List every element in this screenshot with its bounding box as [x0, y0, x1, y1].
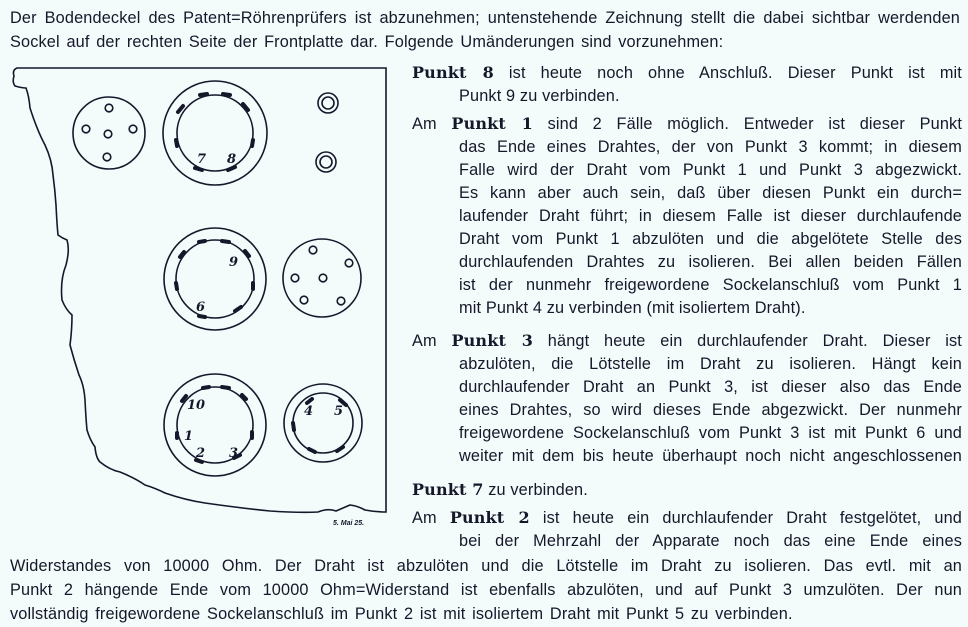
label-2: 2 [196, 446, 206, 461]
p2-line-5: vollständig freigewordene Sockelanschluß im Punkt 2 ist mit isoliertem Draht mit Punkt 5 zu verbinden. [10, 605, 793, 623]
label-1: 1 [184, 429, 194, 444]
p1-line-2: das Ende eines Drahtes, der von Punkt 3 kommt; in diesem [459, 138, 962, 156]
p3-line-1: Am Punkt 3 hängt heute ein durchlaufender Draht. Dieser ist [412, 331, 962, 350]
p1-line-4: Es kann aber auch sein, daß über diesen Punkt ein durch= [459, 184, 962, 202]
p3-line-4: eines Drahtes, so wird dieses Ende abgezwickt. Der nunmehr [459, 401, 962, 419]
p2-line-2: bei der Mehrzahl der Apparate noch das eine Ende eines [459, 532, 962, 550]
p8-heading: Punkt 8 [412, 63, 494, 82]
intro-line-2: Sockel auf der rechten Seite der Frontplatte dar. Folgende Umänderungen sind vorzunehmen: [10, 33, 724, 51]
p2-line-3: Widerstandes von 10000 Ohm. Der Draht ist abzulöten und die Lötstelle im Draht zu isolieren. Das evtl. mit an [10, 557, 962, 575]
label-5: 5 [334, 404, 344, 419]
label-6: 6 [196, 300, 206, 315]
p7-line: Punkt 7 zu verbinden. [412, 480, 588, 499]
label-8: 8 [227, 152, 237, 167]
p3-line-5: freigewordene Sockelanschluß vom Punkt 3 ist mit Punkt 6 und [459, 424, 962, 442]
p1-line-5: laufender Draht führt; in diesem Falle ist dieser durchlaufende [459, 207, 962, 225]
p1-line-8: ist der nunmehr freigewordene Sockelanschluß vom Punkt 1 [459, 276, 962, 294]
p7-heading: Punkt 7 [412, 480, 484, 499]
p2-line-1: Am Punkt 2 ist heute ein durchlaufender Draht festgelötet, und [412, 508, 962, 527]
p3-line-2: abzulöten, die Lötstelle im Draht zu isolieren. Hängt kein [459, 355, 962, 373]
label-9: 9 [229, 255, 239, 270]
p3-heading: Punkt 3 [451, 331, 534, 350]
intro-line-1: Der Bodendeckel des Patent=Röhrenprüfers ist abzunehmen; untenstehende Zeichnung stellt die dabei sichtbar werdenden [10, 9, 960, 27]
p1-line-7: durchlaufenden Drahtes zu isolieren. Bei allen beiden Fällen [459, 253, 962, 271]
p1-line-3: Falle wird der Draht vom Punkt 1 und Punkt 3 abgezwickt. [459, 161, 962, 179]
signature-date: 5. Mai 25. [333, 520, 365, 527]
p3-line-3: durchlaufender Draht an Punkt 3, ist dieser also das Ende [459, 378, 962, 396]
p8-line-1: Punkt 8 ist heute noch ohne Anschluß. Dieser Punkt ist mit [412, 63, 962, 82]
p1-line-6: Draht vom Punkt 1 abzulöten und die abgelötete Stelle des [459, 230, 962, 248]
label-7: 7 [197, 152, 207, 167]
p3-line-6: weiter mit dem bis heute überhaupt noch nicht angeschlossenen [459, 447, 962, 465]
label-10: 10 [187, 398, 206, 413]
p1-heading: Punkt 1 [451, 114, 533, 133]
socket-diagram [0, 0, 410, 530]
label-4: 4 [304, 404, 314, 419]
p1-line-1: Am Punkt 1 sind 2 Fälle möglich. Entweder ist dieser Punkt [412, 114, 962, 133]
p2-line-4: Punkt 2 hängende Ende vom 10000 Ohm=Widerstand ist ebenfalls abzulöten, und auf Punkt 3 umzulöten. Der nun [10, 581, 962, 599]
p8-line-2: Punkt 9 zu verbinden. [459, 87, 620, 105]
label-3: 3 [229, 446, 239, 461]
p2-heading: Punkt 2 [449, 508, 530, 527]
p1-line-9: mit Punkt 4 zu verbinden (mit isoliertem Draht). [459, 299, 806, 317]
